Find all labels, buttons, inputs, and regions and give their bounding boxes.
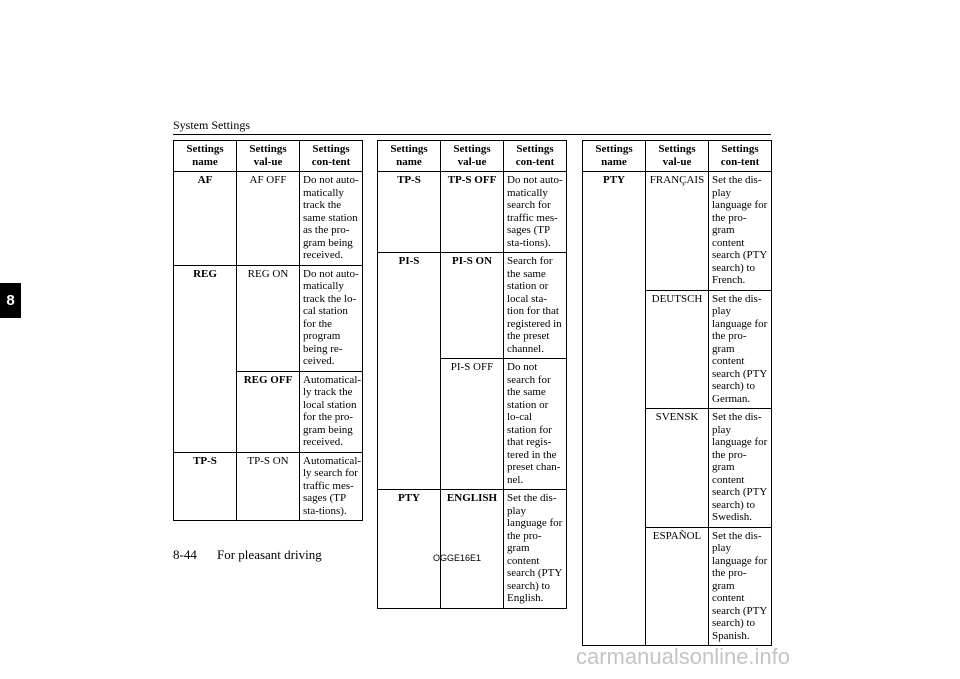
setting-value: PI-S ON <box>441 253 504 359</box>
column-header-name: Settings name <box>378 141 441 172</box>
table-header-row <box>583 141 772 172</box>
setting-content: Automatical-ly search for traffic mes-sages (TP sta-tions). <box>300 452 363 521</box>
setting-name: PI-S <box>378 253 441 490</box>
setting-value: REG ON <box>237 265 300 371</box>
table-header-row <box>174 141 363 172</box>
setting-content: Set the dis-play language for the pro-gram content search (PTY search) to French. <box>709 172 772 291</box>
column-header-value: Settings val-ue <box>237 141 300 172</box>
chapter-tab: 8 <box>0 283 21 318</box>
setting-value: FRANÇAIS <box>646 172 709 291</box>
column-header-value: Settings val-ue <box>441 141 504 172</box>
setting-content: Set the dis-play language for the pro-gram content search (PTY search) to German. <box>709 290 772 409</box>
setting-value: TP-S ON <box>237 452 300 521</box>
setting-content: Search for the same station or local sta-tion for that registered in the preset channel. <box>504 253 567 359</box>
column-header-content: Settings con-tent <box>709 141 772 172</box>
settings-table-1 <box>173 140 363 521</box>
table-row <box>174 452 363 521</box>
page-header-title: System Settings <box>173 118 251 132</box>
setting-name: TP-S <box>174 452 237 521</box>
setting-content: Set the dis-play language for the pro-gram content search (PTY search) to Spanish. <box>709 527 772 646</box>
setting-value: ENGLISH <box>441 490 504 609</box>
table-row <box>378 490 567 609</box>
setting-content: Do not search for the same station or lo-cal station for that regis-tered in the preset chan-nel. <box>504 359 567 490</box>
column-header-name: Settings name <box>583 141 646 172</box>
column-header-value: Settings val-ue <box>646 141 709 172</box>
settings-table-2 <box>377 140 567 609</box>
table-row <box>583 172 772 291</box>
setting-value: ESPAÑOL <box>646 527 709 646</box>
table-row <box>174 172 363 266</box>
setting-value: REG OFF <box>237 371 300 452</box>
setting-name: PTY <box>378 490 441 609</box>
table-row <box>378 172 567 253</box>
page-number: 8-44 <box>173 547 197 562</box>
setting-content: Do not auto-matically track the same station as the pro-gram being received. <box>300 172 363 266</box>
setting-value: PI-S OFF <box>441 359 504 490</box>
header-rule <box>173 134 771 135</box>
setting-content: Set the dis-play language for the pro-gram content search (PTY search) to English. <box>504 490 567 609</box>
setting-name: AF <box>174 172 237 266</box>
table-header-row <box>378 141 567 172</box>
setting-content: Do not auto-matically search for traffic mes-sages (TP sta-tions). <box>504 172 567 253</box>
settings-table-3 <box>582 140 772 646</box>
column-header-content: Settings con-tent <box>300 141 363 172</box>
setting-content: Automatical-ly track the local station for the pro-gram being received. <box>300 371 363 452</box>
setting-content: Do not auto-matically track the lo-cal station for the program being re-ceived. <box>300 265 363 371</box>
document-code: OGGE16E1 <box>433 553 482 563</box>
setting-value: DEUTSCH <box>646 290 709 409</box>
column-header-content: Settings con-tent <box>504 141 567 172</box>
column-header-name: Settings name <box>174 141 237 172</box>
setting-name: PTY <box>583 172 646 646</box>
section-title: For pleasant driving <box>217 547 322 562</box>
setting-name: REG <box>174 265 237 452</box>
setting-content: Set the dis-play language for the pro-gram content search (PTY search) to Swedish. <box>709 409 772 528</box>
setting-value: TP-S OFF <box>441 172 504 253</box>
watermark: carmanualsonline.info <box>576 644 791 669</box>
table-row <box>378 253 567 359</box>
setting-name: TP-S <box>378 172 441 253</box>
setting-value: SVENSK <box>646 409 709 528</box>
table-row <box>174 265 363 371</box>
setting-value: AF OFF <box>237 172 300 266</box>
